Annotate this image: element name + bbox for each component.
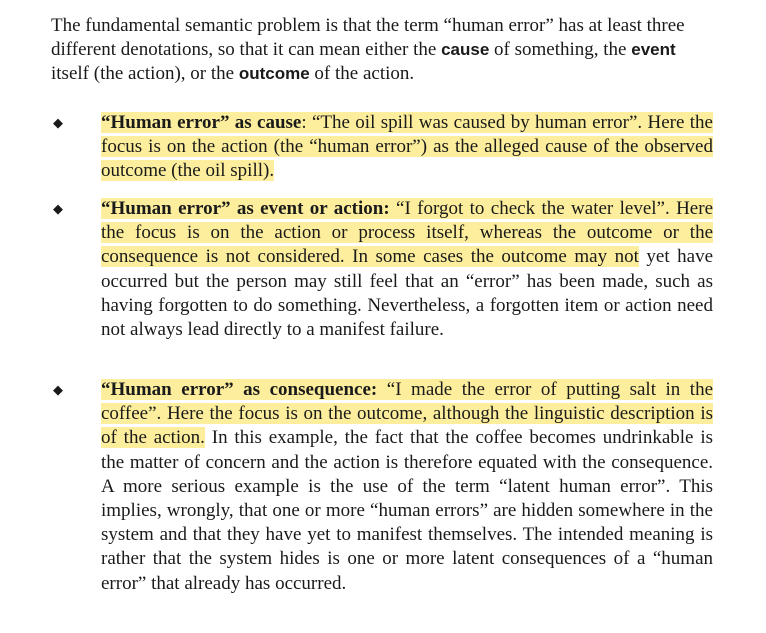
intro-text-1: The fundamental semantic problem is that the term “human error” has at least three different denotations, so that it can mean either the [51, 15, 685, 60]
bullet-lead: “Human error” as event or action: [101, 198, 390, 219]
intro-paragraph [51, 14, 716, 86]
bullet-text [101, 378, 713, 596]
bullet-text [101, 111, 713, 184]
bullet-rest-text: In this example, the fact that the coffee becomes undrinkable is the matter of concern and the action is therefore equated with the consequence. A more serious example is the use of the term “latent human error”. This implies, wrongly, that one or more “human errors” are hidden somewhere in the system and that they have yet to manifest themselves. The intended meaning is rather that the system hides is one or more latent consequences of a “human error” that already has occurred. [101, 427, 713, 594]
bullet-highlighted-text: “I made the error of putting salt in the coffee”. Here the focus is on the outcome, although the linguistic description is of the action. [101, 379, 713, 449]
intro-term-cause: cause [441, 40, 490, 59]
bullet-rest-text: yet have occurred but the person may still feel that an “error” has been made, such as having forgotten to do something. Nevertheless, a forgotten item or action need not always lead directly to a manifest failure. [101, 246, 714, 341]
bullet-text [101, 197, 713, 342]
intro-term-event: event [631, 40, 676, 59]
bullet-lead: “Human error” as cause [101, 112, 302, 133]
intro-text-3: itself (the action), or the [51, 63, 239, 84]
highlighted-passage [101, 198, 713, 267]
diamond-bullet-icon: ◆ [53, 382, 63, 397]
intro-term-outcome: outcome [238, 64, 310, 83]
highlighted-passage [101, 112, 713, 181]
intro-text-2: of something, the [489, 39, 632, 60]
bullet-highlighted-text: : “The oil spill was caused by human error”. Here the focus is on the action (the “human error”) as the alleged cause of the observed outcome (the oil spill). [101, 112, 713, 182]
bullet-lead: “Human error” as consequence: [101, 379, 378, 400]
intro-text-4: of the action. [309, 63, 415, 84]
bullet-highlighted-text: “I forgot to check the water level”. Here the focus is on the action or process itself, whereas the outcome or the consequence is not considered. In some cases the outcome may not [101, 198, 713, 268]
diamond-bullet-icon: ◆ [53, 115, 63, 130]
diamond-bullet-icon: ◆ [53, 201, 63, 216]
